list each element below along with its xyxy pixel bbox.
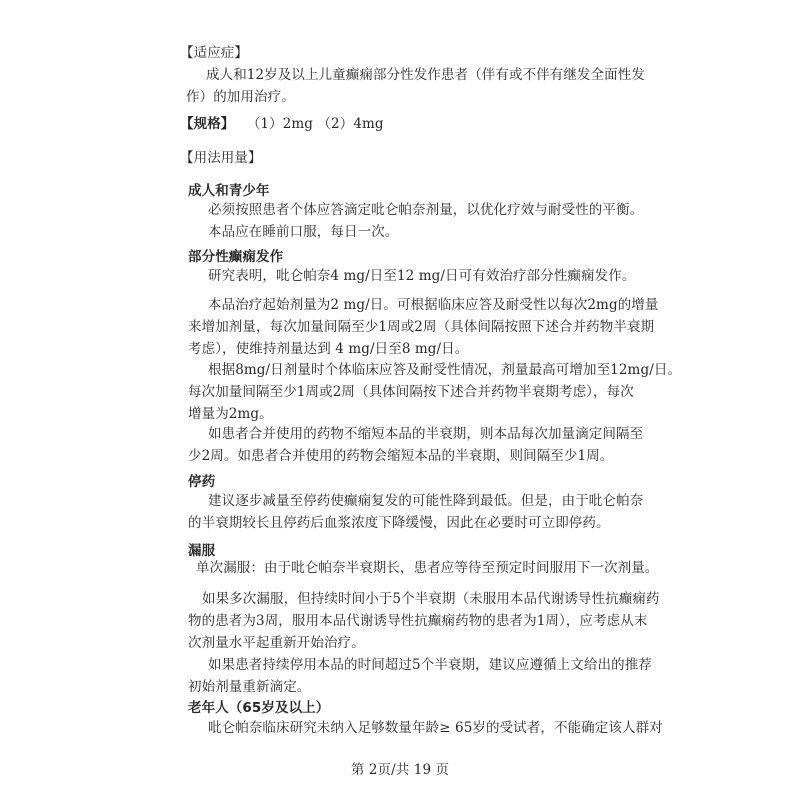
text-line: 研究表明，吡仑帕奈4 mg/日至12 mg/日可有效治疗部分性癫痫发作。 [208,268,636,284]
missed-dose-heading: 漏服 [188,543,216,559]
partial-seizures-p4 [188,423,643,467]
text-line: 成人和12岁及以上儿童癫痫部分性发作患者（伴有或不伴有继发全面性发 [206,67,645,83]
text-line: 每次加量间隔至少1周或2周（具体间隔按下述合并药物半衰期考虑），每次 [188,384,634,400]
partial-seizures-p1 [208,265,635,287]
text-line: 如果患者持续停用本品的时间超过5个半衰期，建议应遵循上文给出的推荐 [208,657,652,673]
elderly-text [208,717,663,739]
text-line: 本品治疗起始剂量为2 mg/日。可根据临床应答及耐受性以每次2mg的增量 [208,297,659,313]
indications-text [186,64,645,108]
text-line: 少2周。如患者合并使用的药物会缩短本品的半衰期，则间隔至少1周。 [188,448,614,464]
text-line: 来增加剂量，每次加量间隔至少1周或2周（具体间隔按照下述合并药物半衰期 [188,319,655,335]
missed-dose-p1 [196,557,658,579]
text-line: 初始剂量重新滴定。 [188,679,311,695]
partial-seizures-p2 [188,294,659,360]
page-number: 第 2页/共 19 页 [350,762,450,778]
text-line: 本品应在睡前口服，每日一次。 [208,224,399,240]
discontinuation-text [188,490,643,534]
text-line: 考虑），使维持剂量达到 4 mg/日至8 mg/日。 [188,341,469,357]
text-line: 必须按照患者个体应答滴定吡仑帕奈剂量，以优化疗效与耐受性的平衡。 [208,202,644,218]
text-line: 单次漏服：由于吡仑帕奈半衰期长，患者应等待至预定时间服用下一次剂量。 [196,560,659,576]
text-line: 根据8mg/日剂量时个体临床应答及耐受性情况，剂量最高可增加至12mg/日。 [208,362,682,378]
text-line: 物的患者为3周，服用本品代谢诱导性抗癫痫药物的患者为1周），应考虑从末 [188,613,648,629]
discontinuation-heading: 停药 [188,474,216,490]
text-line: 建议逐步减量至停药使癫痫复发的可能性降到最低。但是，由于吡仑帕奈 [208,493,644,509]
specification-heading: 【规格】 [180,116,235,132]
missed-dose-p3 [188,654,652,698]
dosage-heading: 【用法用量】 [180,150,262,166]
partial-seizures-p3 [188,359,681,425]
adults-heading: 成人和青少年 [188,183,270,199]
text-line: 增量为2mg。 [188,406,273,422]
text-line: 的半衰期较长且停药后血浆浓度下降缓慢，因此在必要时可立即停药。 [188,515,610,531]
text-line: 如患者合并使用的药物不缩短本品的半衰期，则本品每次加量滴定间隔至 [208,426,644,442]
elderly-heading: 老年人（65岁及以上） [188,700,330,716]
text-line: 次剂量水平起重新开始治疗。 [188,635,365,651]
text-line: 吡仑帕奈临床研究未纳入足够数量年龄≥ 65岁的受试者，不能确定该人群对 [208,720,663,736]
adults-text [208,199,643,243]
text-line: 作）的加用治疗。 [186,89,295,105]
specification-value: （1）2mg （2）4mg [246,116,384,132]
partial-seizures-heading: 部分性癫痫发作 [188,249,284,265]
missed-dose-p2 [188,588,660,654]
indications-heading: 【适应症】 [180,45,248,61]
text-line: 如果多次漏服，但持续时间小于5个半衰期（未服用本品代谢诱导性抗癫痫药 [202,591,660,607]
specification-row [180,113,384,135]
